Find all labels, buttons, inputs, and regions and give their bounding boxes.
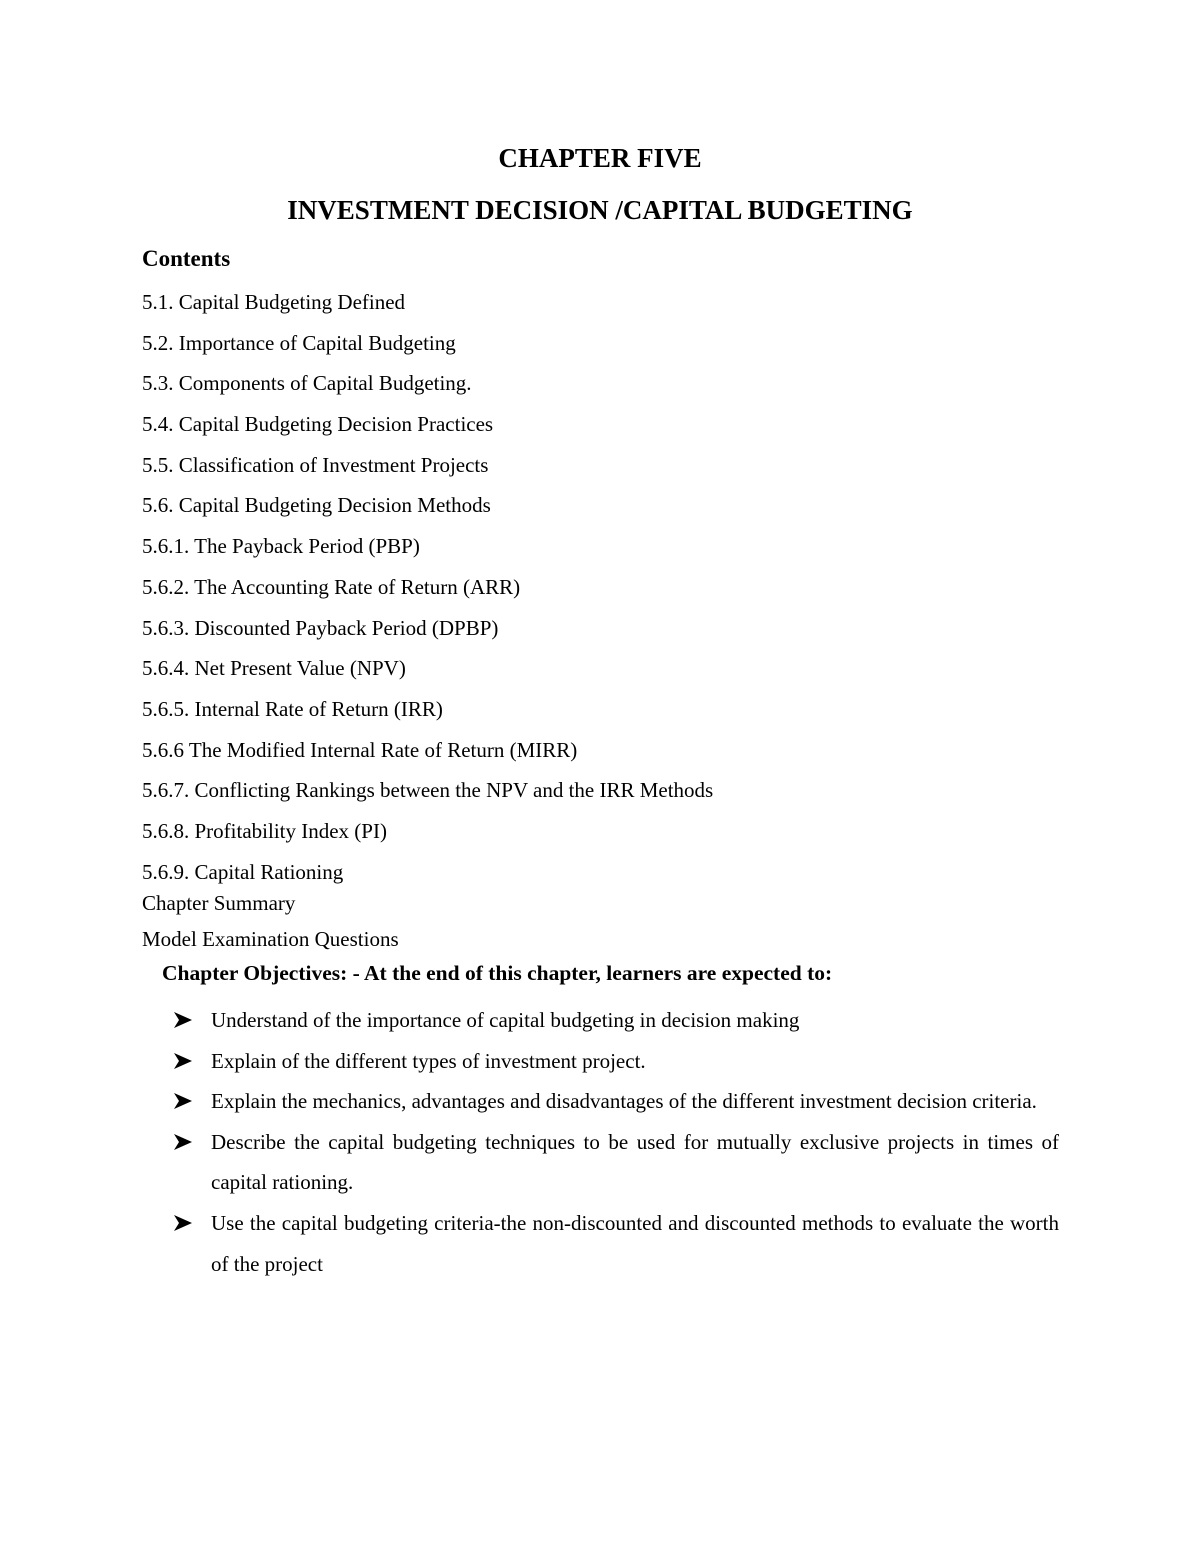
objective-item — [173, 1000, 1059, 1041]
chapter-number: CHAPTER FIVE — [498, 143, 702, 173]
contents-item: 5.6. Capital Budgeting Decision Methods — [142, 493, 491, 518]
contents-item: 5.6.7. Conflicting Rankings between the NPV and the IRR Methods — [142, 778, 714, 803]
objective-item — [173, 1081, 1059, 1122]
chapter-summary-item: Chapter Summary — [142, 891, 296, 915]
contents-item: 5.6.1. The Payback Period (PBP) — [142, 534, 420, 559]
contents-item: 5.4. Capital Budgeting Decision Practices — [142, 412, 494, 437]
contents-item: 5.6.5. Internal Rate of Return (IRR) — [142, 696, 443, 721]
objectives-heading: Chapter Objectives: - At the end of this chapter, learners are expected to: — [162, 961, 833, 985]
arrow-bullet-icon — [173, 1000, 195, 1041]
objective-item — [173, 1203, 1059, 1284]
arrow-bullet-icon — [173, 1203, 195, 1244]
contents-heading: Contents — [142, 246, 231, 271]
arrow-bullet-icon — [173, 1041, 195, 1082]
objective-text: Explain the mechanics, advantages and disadvantages of the different investment decision criteria. — [211, 1089, 1037, 1114]
contents-extra-list — [142, 886, 399, 957]
model-questions-item: Model Examination Questions — [142, 926, 399, 951]
contents-list — [142, 282, 713, 892]
contents-item: 5.6.3. Discounted Payback Period (DPBP) — [142, 615, 499, 640]
arrow-bullet-icon — [173, 1122, 195, 1163]
objective-text: Use the capital budgeting criteria-the non-discounted and discounted methods to evaluate the worth of the project — [211, 1210, 1059, 1276]
contents-item: 5.2. Importance of Capital Budgeting — [142, 330, 456, 355]
contents-item: 5.6.9. Capital Rationing — [142, 859, 344, 884]
contents-item: 5.3. Components of Capital Budgeting. — [142, 371, 472, 396]
objective-text: Explain of the different types of investment project. — [211, 1048, 646, 1073]
objective-text: Understand of the importance of capital budgeting in decision making — [211, 1008, 800, 1032]
objective-text: Describe the capital budgeting techniques to be used for mutually exclusive projects in times of capital rationing. — [211, 1129, 1059, 1195]
objective-item — [173, 1122, 1059, 1203]
objective-item — [173, 1041, 1059, 1082]
contents-item: 5.5. Classification of Investment Projects — [142, 452, 489, 477]
contents-item: 5.1. Capital Budgeting Defined — [142, 290, 406, 314]
objectives-list — [173, 1000, 1059, 1284]
contents-item: 5.6.8. Profitability Index (PI) — [142, 818, 387, 843]
contents-item: 5.6.6 The Modified Internal Rate of Return (MIRR) — [142, 737, 578, 762]
chapter-title: INVESTMENT DECISION /CAPITAL BUDGETING — [287, 195, 913, 225]
arrow-bullet-icon — [173, 1081, 195, 1122]
contents-item: 5.6.2. The Accounting Rate of Return (ARR) — [142, 574, 521, 599]
contents-item: 5.6.4. Net Present Value (NPV) — [142, 656, 406, 681]
